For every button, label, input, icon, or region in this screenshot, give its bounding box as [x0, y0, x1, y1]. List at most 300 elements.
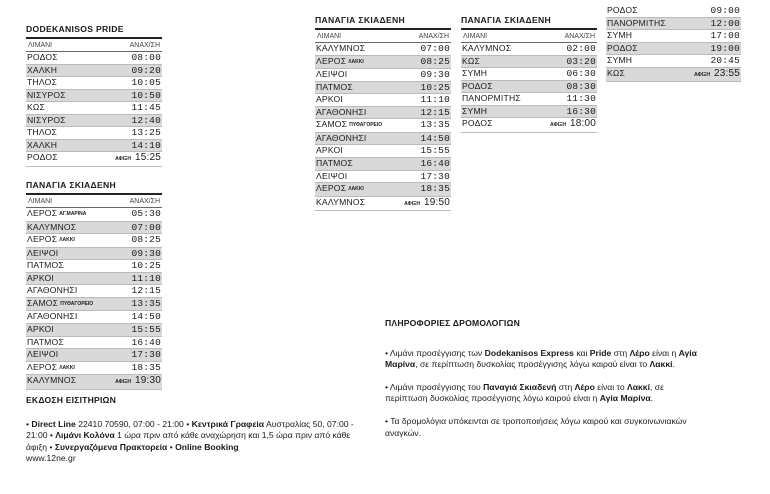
time-cell — [131, 298, 161, 310]
port-name: ΣΑΜΟΣ — [27, 297, 59, 308]
central-offices-info: Αυστραλίας 50, 07:00 - 21:00 • — [26, 418, 354, 441]
time-cell — [566, 68, 596, 80]
port-name: ΠΑΤΜΟΣ — [27, 260, 64, 271]
arrival-time: 23:55 — [713, 67, 740, 79]
timetable-row — [461, 93, 597, 106]
arrival-time: 19:50 — [423, 196, 450, 208]
time-cell — [131, 273, 161, 285]
departure-time: 17:30 — [131, 349, 161, 361]
time-cell — [420, 56, 450, 68]
timetable-row — [461, 106, 597, 119]
time-cell — [566, 43, 596, 55]
departure-time: 12:00 — [710, 17, 740, 29]
timetable-row — [315, 69, 451, 82]
departure-time: 02:00 — [566, 43, 596, 55]
port-cell — [316, 145, 343, 157]
port-name: ΑΓΑΘΟΝΗΣΙ — [27, 285, 78, 296]
departure-time: 13:25 — [131, 127, 161, 139]
timetable-panagia-skiadeni-2 — [315, 15, 451, 211]
port-cell — [316, 69, 347, 81]
info-paragraph-pride: • Λιμάνι προσέγγισης των Dodekanisos Express και Pride στη Λέρο είναι η Αγία Μαρίνα, σε περίπτωση δυσκολίας προσέγγισης λόγω καιρού είναι το Λακκί. — [385, 347, 697, 370]
port-name: ΡΟΔΟΣ — [462, 80, 493, 91]
port-cell — [27, 349, 58, 361]
port-cell — [607, 18, 666, 30]
timetable-panagia-skiadeni-3 — [461, 15, 597, 133]
port-cell — [27, 102, 45, 114]
port-cell — [27, 234, 75, 247]
timetable-row — [315, 183, 451, 197]
timetable-row — [26, 152, 162, 167]
timetable-row — [315, 158, 451, 171]
time-cell — [566, 93, 596, 105]
time-cell — [420, 107, 450, 119]
port-kolona-info: 1 ώρα πριν από κάθε αναχώρηση και 1,5 ώρα πριν από κάθε άφιξη • — [26, 430, 351, 452]
port-name: ΛΕΙΨΟΙ — [316, 69, 348, 80]
time-cell — [420, 171, 450, 183]
timetable-row — [26, 115, 162, 128]
time-cell — [131, 337, 161, 349]
departure-time: 16:40 — [420, 158, 450, 170]
port-name: ΑΓΑΘΟΝΗΣΙ — [316, 132, 367, 143]
time-cell — [131, 285, 161, 297]
departure-time: 18:35 — [131, 361, 161, 373]
timetable-panagia-skiadeni-1 — [26, 180, 162, 390]
timetable-rows — [606, 5, 741, 82]
port-cell — [607, 43, 638, 55]
time-cell — [131, 349, 161, 361]
time-cell — [131, 311, 161, 323]
departure-time: 13:35 — [420, 119, 450, 131]
time-cell — [131, 324, 161, 336]
timetable-row — [461, 43, 597, 56]
port-name: ΠΑΤΜΟΣ — [316, 158, 353, 169]
time-cell — [710, 30, 740, 42]
port-name: ΠΑΝΟΡΜΙΤΗΣ — [462, 93, 521, 104]
port-cell — [607, 30, 632, 42]
port-cell — [607, 5, 638, 17]
port-name: ΑΡΚΟΙ — [27, 324, 55, 335]
timetable-row — [315, 197, 451, 212]
port-name: ΡΟΔΟΣ — [607, 5, 638, 15]
timetable-dodekanisos-pride — [26, 24, 162, 167]
port-name: ΑΓΑΘΟΝΗΣΙ — [316, 106, 367, 117]
time-cell — [131, 260, 161, 272]
timetable-row — [606, 43, 741, 56]
departure-time: 10:05 — [131, 77, 161, 89]
timetable-row — [26, 208, 162, 222]
departure-time: 17:30 — [420, 170, 450, 182]
port-name: ΝΙΣΥΡΟΣ — [27, 114, 66, 125]
port-name: ΚΑΛΥΜΝΟΣ — [316, 196, 366, 207]
departure-time: 12:15 — [131, 285, 161, 297]
port-cell — [462, 118, 493, 130]
departure-time: 10:25 — [131, 260, 161, 272]
port-cell — [27, 140, 57, 152]
timetable-row — [461, 118, 597, 133]
time-cell — [131, 127, 161, 139]
port-cell — [316, 197, 365, 209]
departure-time: 11:10 — [420, 94, 450, 106]
arrival-label: ΑΦΙΞΗ — [694, 71, 710, 78]
port-name: ΤΗΛΟΣ — [27, 77, 58, 88]
timetable-row — [26, 90, 162, 103]
timetable-rows — [461, 43, 597, 133]
time-cell — [420, 119, 450, 131]
port-cell — [316, 94, 343, 106]
port-name: ΚΩΣ — [27, 102, 46, 113]
port-name: ΛΕΙΨΟΙ — [316, 170, 348, 181]
port-name: ΚΑΛΥΜΝΟΣ — [462, 43, 512, 54]
port-cell — [27, 222, 76, 234]
port-cell — [316, 82, 353, 94]
timetable-continuation — [606, 5, 741, 82]
port-cell — [27, 260, 64, 272]
port-cell — [462, 106, 487, 118]
timetable-title: ΠΑΝΑΓΙΑ ΣΚΙΑΔΕΝΗ — [26, 180, 162, 195]
timetable-row — [26, 273, 162, 286]
departure-time: 09:20 — [131, 64, 161, 76]
port-cell — [316, 133, 367, 145]
timetable-title: ΠΑΝΑΓΙΑ ΣΚΙΑΔΕΝΗ — [315, 15, 451, 30]
timetable-row — [26, 375, 162, 390]
time-cell — [550, 118, 596, 132]
port-name: ΡΟΔΟΣ — [607, 42, 638, 53]
port-note: ΑΓ.ΜΑΡΙΝΑ — [59, 211, 87, 218]
port-name: ΡΟΔΟΣ — [27, 152, 58, 163]
time-cell — [420, 133, 450, 145]
timetable-title: DODEKANISOS PRIDE — [26, 24, 162, 39]
departure-time: 06:30 — [566, 68, 596, 80]
timetable-header — [315, 30, 451, 44]
timetable-rows — [26, 52, 162, 167]
route-information-section — [385, 318, 705, 450]
departure-time: 18:35 — [420, 183, 450, 195]
timetable-header — [461, 30, 597, 44]
departure-time: 12:40 — [131, 114, 161, 126]
direct-line-label: Direct Line — [31, 418, 76, 429]
port-name: ΠΑΤΜΟΣ — [316, 81, 353, 92]
time-cell — [131, 140, 161, 152]
header-departure: ΑΝΑΧ/ΣΗ — [129, 197, 160, 205]
timetable-row — [315, 56, 451, 70]
time-cell — [131, 362, 161, 374]
departure-time: 09:30 — [131, 247, 161, 259]
port-name: ΚΩΣ — [607, 67, 626, 78]
timetable-row — [26, 362, 162, 376]
time-cell — [115, 375, 161, 389]
departure-time: 14:10 — [131, 139, 161, 151]
port-cell — [462, 56, 480, 68]
port-note: ΠΥΘΑΓΟΡΕΙΟ — [349, 122, 383, 129]
departure-time: 11:10 — [131, 272, 161, 284]
departure-time: 15:55 — [420, 145, 450, 157]
time-cell — [131, 115, 161, 127]
timetable-row — [26, 324, 162, 337]
time-cell — [420, 94, 450, 106]
departure-time: 07:00 — [420, 43, 450, 55]
timetable-row — [315, 107, 451, 120]
timetable-row — [26, 140, 162, 153]
arrival-label: ΑΦΙΞΗ — [115, 156, 131, 163]
header-port: ΛΙΜΑΝΙ — [463, 32, 488, 40]
time-cell — [420, 183, 450, 195]
port-cell — [27, 324, 54, 336]
timetable-row — [26, 77, 162, 90]
port-cell — [316, 56, 364, 69]
departure-time: 13:35 — [131, 297, 161, 309]
port-cell — [316, 171, 347, 183]
port-name: ΝΙΣΥΡΟΣ — [27, 89, 66, 100]
port-cell — [27, 337, 64, 349]
departure-time: 19:00 — [710, 42, 740, 54]
port-cell — [316, 158, 353, 170]
port-name: ΣΥΜΗ — [607, 55, 633, 66]
timetable-rows — [26, 208, 162, 390]
arrival-time: 15:25 — [134, 152, 161, 164]
time-cell — [710, 5, 740, 17]
time-cell — [420, 43, 450, 55]
port-cell — [316, 183, 364, 196]
timetable-row — [606, 68, 741, 83]
timetable-row — [26, 260, 162, 273]
port-cell — [462, 81, 493, 93]
port-name: ΠΑΤΜΟΣ — [27, 336, 64, 347]
port-cell — [462, 68, 487, 80]
timetable-row — [26, 285, 162, 298]
port-note: ΛΑΚΚΙ — [59, 364, 75, 371]
timetable-row — [26, 127, 162, 140]
port-cell — [316, 119, 382, 132]
port-name: ΑΡΚΟΙ — [316, 145, 344, 156]
port-name: ΛΕΡΟΣ — [27, 208, 58, 219]
timetable-row — [26, 349, 162, 362]
port-name: ΡΟΔΟΣ — [462, 118, 493, 129]
info-heading: ΠΛΗΡΟΦΟΡΙΕΣ ΔΡΟΜΟΛΟΓΙΩΝ — [385, 318, 521, 328]
time-cell — [131, 90, 161, 102]
info-paragraph-weather: • Τα δρομολόγια υπόκεινται σε τροποποιήσεις λόγω καιρού και συγκοινωνιακών αναγκών. — [385, 415, 687, 438]
arrival-label: ΑΦΙΞΗ — [550, 122, 566, 129]
port-name: ΚΑΛΥΜΝΟΣ — [316, 43, 366, 54]
departure-time: 09:30 — [420, 69, 450, 81]
online-booking-label: Online Booking — [175, 441, 239, 452]
arrival-label: ΑΦΙΞΗ — [115, 379, 131, 386]
time-cell — [420, 82, 450, 94]
timetable-row — [26, 222, 162, 235]
port-name: ΡΟΔΟΣ — [27, 52, 58, 63]
departure-time: 16:30 — [566, 105, 596, 117]
departure-time: 15:55 — [131, 324, 161, 336]
tickets-heading: ΕΚΔΟΣΗ ΕΙΣΙΤΗΡΙΩΝ — [26, 395, 117, 405]
port-name: ΑΡΚΟΙ — [27, 272, 55, 283]
departure-time: 11:30 — [566, 93, 596, 105]
port-name: ΑΡΚΟΙ — [316, 94, 344, 105]
timetable-row — [26, 52, 162, 65]
central-offices-label: Κεντρικά Γραφεία — [191, 418, 265, 429]
timetable-row — [315, 171, 451, 184]
timetable-row — [315, 82, 451, 95]
port-cell — [27, 65, 57, 77]
timetable-row — [26, 311, 162, 324]
departure-time: 08:25 — [420, 55, 450, 67]
timetable-row — [606, 55, 741, 68]
port-cell — [27, 77, 57, 89]
timetable-row — [26, 102, 162, 115]
timetable-row — [606, 30, 741, 43]
port-name: ΣΥΜΗ — [462, 68, 488, 79]
port-cell — [27, 311, 78, 323]
time-cell — [420, 158, 450, 170]
port-name: ΣΥΜΗ — [462, 105, 488, 116]
time-cell — [566, 56, 596, 68]
port-cell — [27, 52, 58, 64]
departure-time: 10:50 — [131, 89, 161, 101]
port-name: ΤΗΛΟΣ — [27, 127, 58, 138]
header-departure: ΑΝΑΧ/ΣΗ — [564, 32, 595, 40]
departure-time: 16:40 — [131, 336, 161, 348]
departure-time: 14:50 — [420, 132, 450, 144]
timetable-row — [26, 248, 162, 261]
port-name: ΣΑΜΟΣ — [316, 119, 348, 130]
port-cell — [27, 152, 58, 164]
time-cell — [131, 77, 161, 89]
port-cell — [27, 362, 75, 375]
port-name: ΛΕΙΨΟΙ — [27, 349, 59, 360]
time-cell — [404, 197, 450, 211]
header-port: ΛΙΜΑΝΙ — [28, 197, 53, 205]
port-name: ΛΕΙΨΟΙ — [27, 247, 59, 258]
timetable-row — [315, 119, 451, 133]
port-cell — [27, 127, 57, 139]
departure-time: 07:00 — [131, 221, 161, 233]
time-cell — [710, 55, 740, 67]
port-name: ΛΕΡΟΣ — [316, 183, 347, 194]
port-cell — [27, 115, 66, 127]
port-name: ΛΕΡΟΣ — [27, 361, 58, 372]
time-cell — [710, 43, 740, 55]
port-cell — [316, 107, 367, 119]
departure-time: 08:00 — [131, 52, 161, 64]
time-cell — [131, 234, 161, 246]
port-name: ΚΑΛΥΜΝΟΣ — [27, 375, 77, 386]
arrival-label: ΑΦΙΞΗ — [404, 200, 420, 207]
port-name: ΑΓΑΘΟΝΗΣΙ — [27, 311, 78, 322]
timetable-row — [461, 68, 597, 81]
timetable-row — [606, 18, 741, 31]
timetable-title: ΠΑΝΑΓΙΑ ΣΚΙΑΔΕΝΗ — [461, 15, 597, 30]
timetable-row — [461, 56, 597, 69]
time-cell — [131, 208, 161, 220]
timetable-rows — [315, 43, 451, 211]
time-cell — [131, 102, 161, 114]
port-note: ΠΥΘΑΓΟΡΕΙΟ — [60, 300, 94, 307]
departure-time: 11:45 — [131, 102, 161, 114]
header-port: ΛΙΜΑΝΙ — [28, 41, 53, 49]
port-name: ΠΑΝΟΡΜΙΤΗΣ — [607, 17, 666, 28]
time-cell — [694, 68, 740, 82]
port-cell — [316, 43, 365, 55]
website-url: www.12ne.gr — [26, 453, 76, 464]
port-cell — [462, 93, 521, 105]
port-cell — [27, 90, 66, 102]
port-note: ΛΑΚΚΙ — [348, 58, 364, 65]
timetable-row — [26, 337, 162, 350]
header-departure: ΑΝΑΧ/ΣΗ — [418, 32, 449, 40]
port-cell — [607, 68, 625, 80]
port-cell — [27, 248, 58, 260]
timetable-row — [26, 234, 162, 248]
port-name: ΧΑΛΚΗ — [27, 64, 58, 75]
port-note: ΛΑΚΚΙ — [59, 237, 75, 244]
port-cell — [27, 298, 93, 311]
port-name: ΣΥΜΗ — [607, 30, 633, 41]
departure-time: 08:30 — [566, 80, 596, 92]
port-kolona-label: Λιμάνι Κολόνα — [55, 430, 115, 441]
departure-time: 08:25 — [131, 234, 161, 246]
direct-line-info: 22410 70590, 07:00 - 21:00 • — [78, 418, 190, 429]
port-cell — [27, 273, 54, 285]
timetable-header — [26, 39, 162, 53]
tickets-body: • Direct Line 22410 70590, 07:00 - 21:00 • Κεντρικά Γραφεία Αυστραλίας 50, 07:00 - 21:00 • Λιμάνι Κολόνα 1 ώρα πριν από κάθε αναχώρηση και 1,5 ώρα πριν από κάθε άφιξη • Συνεργαζόμενα Πρακτορεία • Online Booking www.12ne.gr — [26, 418, 354, 464]
port-name: ΚΩΣ — [462, 55, 481, 66]
timetable-row — [315, 145, 451, 158]
timetable-row — [315, 94, 451, 107]
port-cell — [607, 55, 632, 67]
arrival-time: 19:30 — [134, 375, 161, 387]
port-name: ΛΕΡΟΣ — [27, 234, 58, 245]
departure-time: 17:00 — [710, 30, 740, 42]
port-cell — [27, 285, 78, 297]
departure-time: 10:25 — [420, 81, 450, 93]
time-cell — [566, 81, 596, 93]
timetable-row — [26, 65, 162, 78]
timetable-header — [26, 195, 162, 209]
ticket-issuing-section — [26, 395, 366, 465]
port-cell — [462, 43, 511, 55]
port-name: ΛΕΡΟΣ — [316, 55, 347, 66]
timetable-row — [315, 133, 451, 146]
departure-time: 03:20 — [566, 55, 596, 67]
time-cell — [566, 106, 596, 118]
departure-time: 14:50 — [131, 311, 161, 323]
header-port: ΛΙΜΑΝΙ — [317, 32, 342, 40]
port-cell — [27, 208, 86, 221]
timetable-row — [26, 298, 162, 312]
timetable-row — [315, 43, 451, 56]
departure-time: 05:30 — [131, 208, 161, 220]
timetable-row — [606, 5, 741, 18]
info-paragraph-skiadeni: • Λιμάνι προσέγγισης του Παναγιά Σκιαδενή στη Λέρο είναι το Λακκί, σε περίπτωση δυσκολίας προσέγγισης λόγω καιρού είναι η Αγία Μαρίνα. — [385, 381, 664, 404]
time-cell — [131, 248, 161, 260]
time-cell — [131, 65, 161, 77]
port-note: ΛΑΚΚΙ — [348, 186, 364, 193]
time-cell — [420, 69, 450, 81]
time-cell — [131, 222, 161, 234]
port-name: ΧΑΛΚΗ — [27, 139, 58, 150]
time-cell — [131, 52, 161, 64]
agencies-label: Συνεργαζόμενα Πρακτορεία — [54, 441, 168, 452]
timetable-row — [461, 81, 597, 94]
time-cell — [115, 152, 161, 166]
departure-time: 20:45 — [710, 55, 740, 67]
header-departure: ΑΝΑΧ/ΣΗ — [129, 41, 160, 49]
port-cell — [27, 375, 76, 387]
departure-time: 09:00 — [710, 5, 740, 16]
port-name: ΚΑΛΥΜΝΟΣ — [27, 221, 77, 232]
time-cell — [420, 145, 450, 157]
time-cell — [710, 18, 740, 30]
arrival-time: 18:00 — [569, 118, 596, 130]
departure-time: 12:15 — [420, 106, 450, 118]
